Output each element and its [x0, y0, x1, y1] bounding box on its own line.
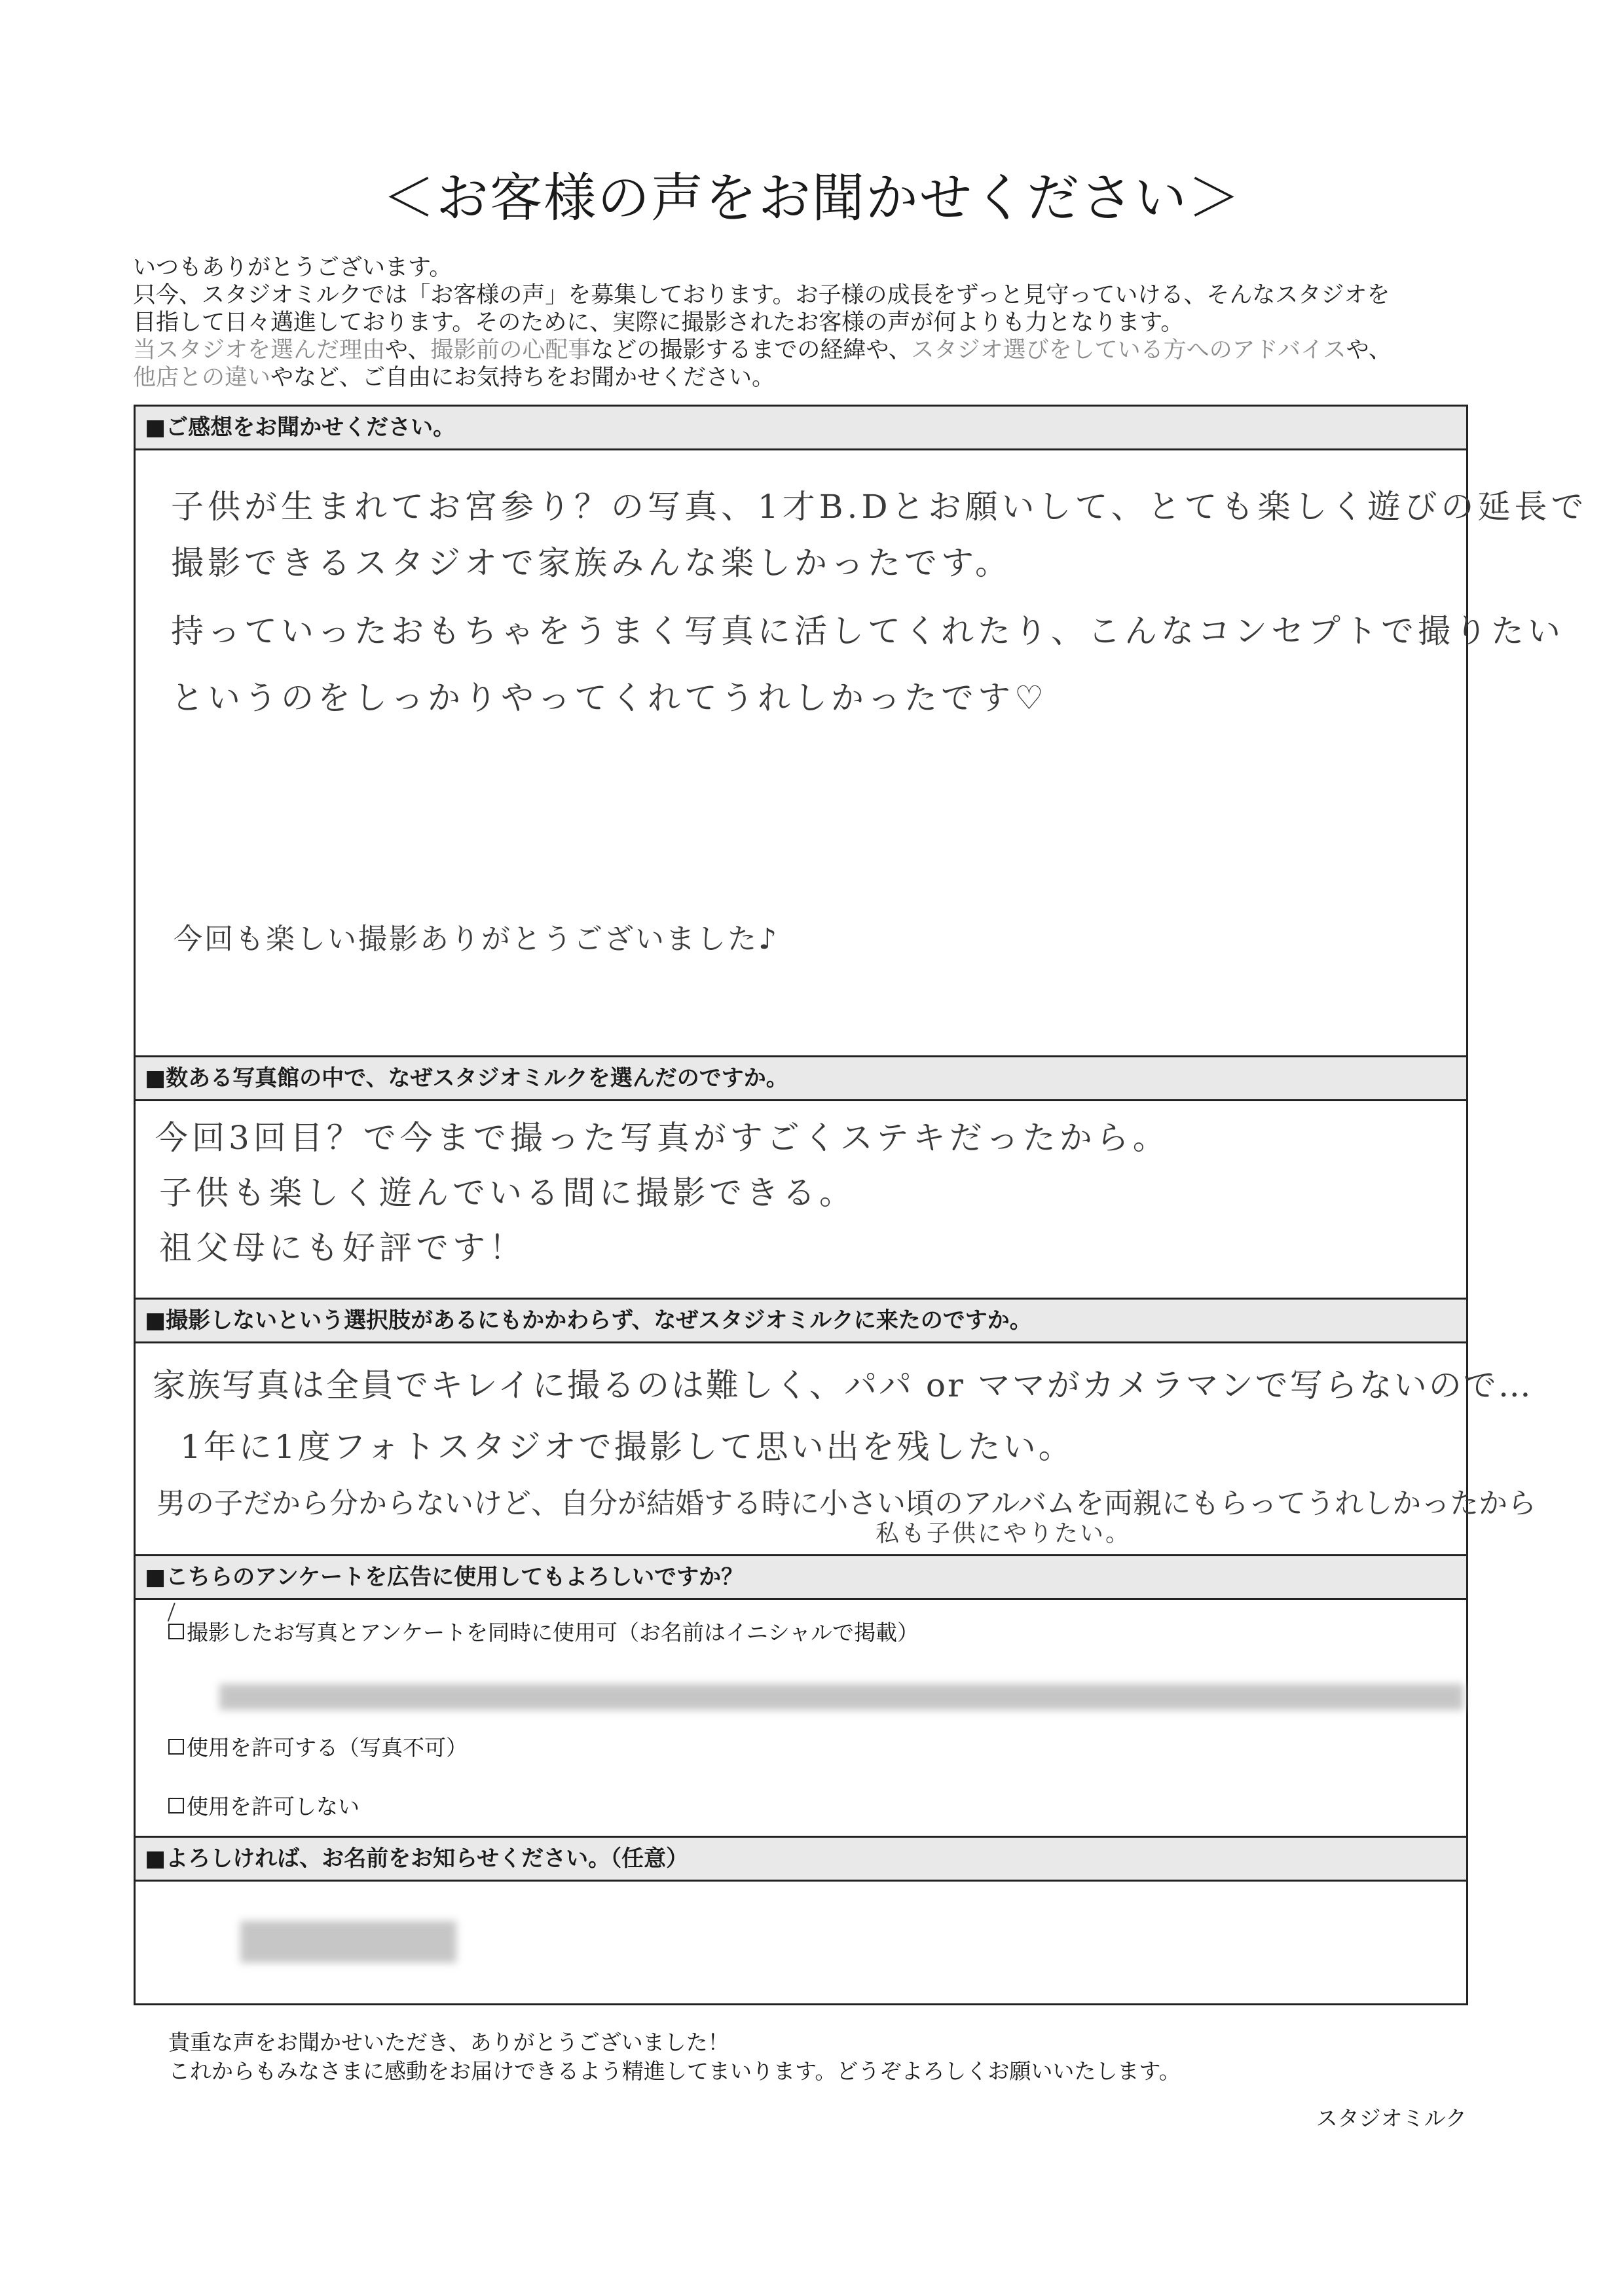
check-icon — [162, 1601, 175, 1622]
intro-fragment: などの撮影するまでの経緯や、 — [591, 337, 912, 363]
permission-option[interactable] — [168, 1616, 919, 1647]
intro-line: 只今、スタジオミルクでは「お客様の声」を募集しております。お子様の成長をずっと見守っていける、そんなスタジオを — [133, 282, 1390, 308]
closing-line: 貴重な声をお聞かせいただき、ありがとうございました！ — [168, 2030, 729, 2055]
section-body-name — [134, 1882, 1468, 2003]
closing-message — [168, 2028, 1181, 2086]
section-body-impressions — [134, 450, 1588, 1055]
option-label: 使用を許可する（写真不可） — [187, 1735, 468, 1760]
intro-line: 目指して日々邁進しております。そのために、実際に撮影されたお客様の声が何よりも力となります。 — [133, 310, 1184, 336]
handwritten-answer-line: 今回3回目？で今まで撮った写真がすごくステキだったから。 — [155, 1119, 1170, 1157]
permission-option[interactable] — [168, 1790, 360, 1821]
handwritten-answer-line: 今回も楽しい撮影ありがとうございました♪ — [174, 922, 779, 956]
intro-line — [133, 337, 1482, 364]
handwritten-answer-line: 子供も楽しく遊んでいる間に撮影できる。 — [159, 1174, 856, 1212]
intro-line — [133, 364, 1482, 392]
handwritten-answer-line: 私も子供にやりたい。 — [876, 1520, 1132, 1547]
section-header-impressions: ■ご感想をお聞かせください。 — [134, 405, 1468, 450]
section-body-why-come — [134, 1343, 1537, 1554]
handwritten-answer-line: 撮影できるスタジオで家族みんな楽しかったです。 — [171, 544, 1012, 582]
section-body-ad-permission — [134, 1600, 1468, 1836]
option-label: 撮影したお写真とアンケートを同時に使用可（お名前はイニシャルで掲載） — [187, 1620, 919, 1645]
checkbox[interactable] — [168, 1798, 184, 1813]
intro-highlight: 撮影前の心配事 — [430, 337, 591, 363]
section-body-why-choose — [134, 1101, 1468, 1298]
section-header-ad-permission: ■こちらのアンケートを広告に使用してもよろしいですか？ — [134, 1554, 1468, 1600]
section-header-name: ■よろしければ、お名前をお知らせください。（任意） — [134, 1836, 1468, 1882]
permission-option[interactable] — [168, 1731, 468, 1762]
intro-fragment: や、 — [385, 337, 431, 363]
section-header-why-come: ■撮影しないという選択肢があるにもかかわらず、なぜスタジオミルクに来たのですか。 — [134, 1298, 1468, 1343]
studio-signature: スタジオミルク — [1316, 2105, 1467, 2131]
handwritten-answer-line: 家族写真は全員でキレイに撮るのは難しく、パパ or ママがカメラマンで写らないので… — [153, 1366, 1533, 1404]
handwritten-answer-line: 子供が生まれてお宮参り？の写真、1才B.Dとお願いして、とても楽しく遊びの延長で — [171, 488, 1588, 526]
intro-fragment: や、 — [1346, 337, 1392, 363]
closing-line: これからもみなさまに感動をお届けできるよう精進してまいります。どうぞよろしくお願いいたします。 — [168, 2058, 1181, 2084]
intro-text — [133, 254, 1482, 392]
checkbox-checked[interactable] — [168, 1624, 184, 1639]
intro-highlight: 他店との違い — [133, 365, 271, 391]
handwritten-answer-line: 持っていったおもちゃをうまく写真に活してくれたり、こんなコンセプトで撮りたい — [171, 612, 1564, 650]
redacted-handwriting — [219, 1684, 1464, 1710]
intro-highlight: 当スタジオを選んだ理由 — [133, 337, 386, 363]
handwritten-answer-line: 男の子だから分からないけど、自分が結婚する時に小さい頃のアルバムを両親にもらってうれしかったから — [157, 1487, 1537, 1520]
form-bottom-border — [134, 2003, 1468, 2005]
page-title: ＜お客様の声をお聞かせください＞ — [382, 168, 1242, 228]
intro-fragment: やなど、ご自由にお気持ちをお聞かせください。 — [270, 365, 775, 391]
handwritten-answer-line: というのをしっかりやってくれてうれしかったです♡ — [171, 679, 1048, 717]
option-label: 使用を許可しない — [187, 1794, 360, 1819]
handwritten-answer-line: 1年に1度フォトスタジオで撮影して思い出を残したい。 — [180, 1428, 1074, 1466]
handwritten-answer-line: 祖父母にも好評です！ — [159, 1229, 526, 1267]
intro-line: いつもありがとうございます。 — [133, 255, 452, 281]
section-header-why-choose: ■数ある写真館の中で、なぜスタジオミルクを選んだのですか。 — [134, 1055, 1468, 1101]
checkbox[interactable] — [168, 1739, 184, 1755]
intro-highlight: スタジオ選びをしている方へのアドバイス — [911, 337, 1346, 363]
redacted-name — [240, 1921, 456, 1963]
